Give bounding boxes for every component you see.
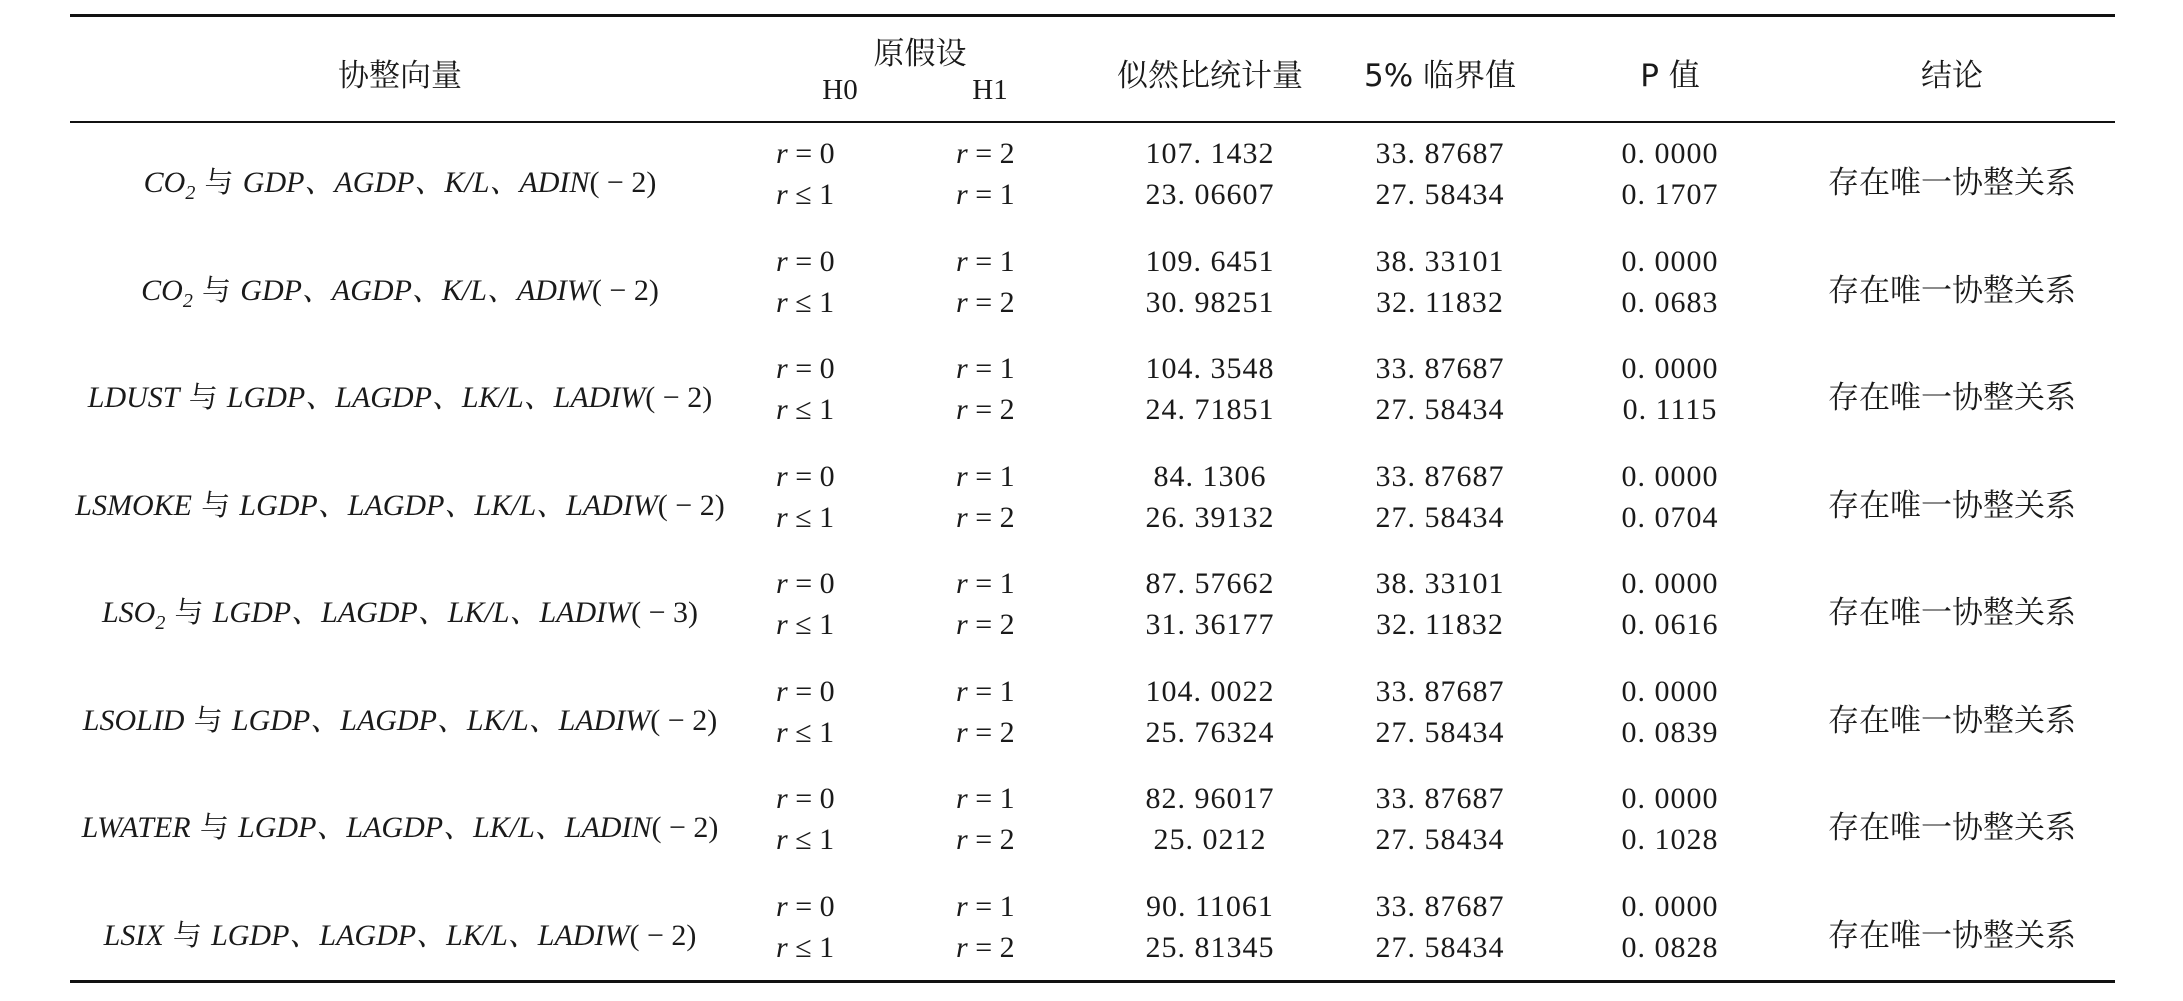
h1-hypothesis: r = 2: [956, 137, 1015, 170]
critical-value: 33. 87687: [1375, 137, 1505, 170]
vector-dependent-var: $CO_2$: [141, 273, 193, 312]
vector-connector: 与: [195, 165, 243, 199]
p-value: 0. 0000: [1621, 782, 1719, 815]
h1-hypothesis: r = 2: [956, 393, 1015, 426]
critical-value: 27. 58434: [1375, 930, 1505, 964]
cointegration-vector: [40, 910, 760, 954]
critical-value: 38. 33101: [1375, 567, 1505, 600]
conclusion: 存在唯一协整关系: [1828, 702, 2076, 739]
h1-hypothesis: r = 1: [956, 674, 1015, 708]
vector-connector: 与: [184, 702, 232, 737]
h0-hypothesis: r = 0: [776, 137, 835, 170]
lr-statistic: 104. 0022: [1145, 674, 1275, 708]
p-value: 0. 0683: [1621, 285, 1719, 319]
cointegration-vector: [40, 372, 760, 416]
table-bottom-rule: [70, 980, 2115, 983]
rank-symbol: r: [956, 715, 968, 749]
rank-symbol: r: [776, 674, 788, 708]
critical-value: 27. 58434: [1375, 393, 1505, 426]
table-header-rule: [70, 121, 2115, 123]
cointegration-vector: [40, 802, 760, 846]
header-vector: 协整向量: [338, 58, 462, 94]
conclusion: 存在唯一协整关系: [1828, 380, 2076, 416]
rank-symbol: r: [776, 823, 788, 856]
h0-hypothesis: r ≤ 1: [776, 393, 835, 426]
vector-subscript: 2: [185, 182, 196, 204]
header-critical-value: 5% 临界值: [1363, 58, 1517, 94]
rank-symbol: r: [956, 674, 968, 708]
h1-hypothesis: r = 1: [956, 889, 1015, 923]
p-value: 0. 0000: [1621, 567, 1719, 600]
lr-statistic: 87. 57662: [1145, 567, 1275, 600]
p-value: 0. 0000: [1621, 674, 1719, 708]
h1-hypothesis: r = 2: [956, 285, 1015, 319]
cointegration-vector: [40, 265, 760, 313]
rank-symbol: r: [776, 244, 788, 278]
vector-regressors: GDP、AGDP、K/L、ADIN: [242, 166, 590, 199]
rank-symbol: r: [776, 352, 788, 385]
conclusion: 存在唯一协整关系: [1828, 272, 2076, 309]
vector-regressors: LGDP、LAGDP、LK/L、LADIW: [226, 381, 646, 414]
header-h0: H0: [822, 74, 858, 106]
rank-symbol: r: [776, 500, 788, 534]
h1-hypothesis: r = 2: [956, 823, 1015, 856]
conclusion: 存在唯一协整关系: [1828, 165, 2076, 201]
lr-statistic: 23. 06607: [1145, 178, 1275, 211]
rank-symbol: r: [956, 285, 968, 319]
vector-lag: ( − 2): [645, 381, 713, 414]
rank-symbol: r: [956, 178, 968, 211]
vector-regressors: LGDP、LAGDP、LK/L、LADIW: [239, 488, 658, 522]
vector-lag: ( − 2): [589, 166, 657, 199]
h0-hypothesis: r = 0: [776, 782, 835, 815]
rank-symbol: r: [956, 459, 968, 493]
rank-symbol: r: [776, 715, 788, 749]
conclusion: 存在唯一协整关系: [1828, 595, 2076, 631]
critical-value: 27. 58434: [1375, 715, 1505, 749]
lr-statistic: 30. 98251: [1145, 285, 1275, 319]
vector-regressors: LGDP、LAGDP、LK/L、LADIW: [212, 596, 632, 629]
vector-dependent-var: LDUST: [87, 381, 180, 414]
rank-symbol: r: [956, 137, 968, 170]
header-lr-statistic: 似然比统计量: [1117, 58, 1303, 94]
vector-lag: ( − 3): [631, 596, 699, 629]
h0-hypothesis: r = 0: [776, 889, 835, 923]
critical-value: 38. 33101: [1375, 244, 1505, 278]
h0-hypothesis: r ≤ 1: [776, 930, 835, 964]
rank-symbol: r: [776, 459, 788, 493]
vector-dependent-var: LWATER: [81, 811, 191, 844]
rank-symbol: r: [776, 137, 788, 170]
h0-hypothesis: r = 0: [776, 352, 835, 385]
h0-hypothesis: r ≤ 1: [776, 285, 835, 319]
header-null-hypothesis: 原假设: [873, 36, 967, 72]
rank-symbol: r: [776, 930, 788, 964]
rank-symbol: r: [956, 823, 968, 856]
p-value: 0. 0000: [1621, 352, 1719, 385]
critical-value: 33. 87687: [1375, 352, 1505, 385]
p-value: 0. 1707: [1621, 178, 1719, 211]
rank-symbol: r: [956, 244, 968, 278]
rank-symbol: r: [956, 500, 968, 534]
lr-statistic: 104. 3548: [1145, 352, 1275, 385]
lr-statistic: 31. 36177: [1145, 608, 1275, 641]
vector-connector: 与: [163, 917, 212, 952]
rank-symbol: r: [776, 285, 788, 319]
lr-statistic: 82. 96017: [1145, 782, 1275, 815]
vector-regressors: LGDP、LAGDP、LK/L、LADIN: [238, 811, 652, 844]
critical-value: 32. 11832: [1376, 285, 1504, 319]
h1-hypothesis: r = 2: [956, 608, 1015, 641]
critical-value: 27. 58434: [1375, 500, 1505, 534]
critical-value: 27. 58434: [1375, 178, 1505, 211]
lr-statistic: 109. 6451: [1145, 244, 1275, 278]
cointegration-vector: [40, 157, 760, 205]
rank-symbol: r: [956, 352, 968, 385]
vector-connector: 与: [179, 380, 227, 414]
conclusion: 存在唯一协整关系: [1828, 810, 2076, 846]
table-top-rule: [70, 14, 2115, 17]
p-value: 0. 0000: [1621, 459, 1719, 493]
h0-hypothesis: r ≤ 1: [776, 715, 835, 749]
rank-symbol: r: [956, 608, 968, 641]
p-value: 0. 0704: [1621, 500, 1719, 534]
h1-hypothesis: r = 1: [956, 567, 1015, 600]
rank-symbol: r: [776, 608, 788, 641]
rank-symbol: r: [956, 889, 968, 923]
vector-dependent-var: $CO_2$: [143, 166, 196, 204]
lr-statistic: 26. 39132: [1145, 500, 1275, 534]
critical-value: 33. 87687: [1375, 674, 1505, 708]
header-conclusion: 结论: [1921, 58, 1983, 94]
p-value: 0. 0000: [1621, 137, 1719, 170]
rank-symbol: r: [956, 567, 968, 600]
rank-symbol: r: [956, 930, 968, 964]
conclusion: 存在唯一协整关系: [1828, 487, 2076, 524]
vector-dependent-var: LSMOKE: [75, 488, 192, 522]
vector-dependent-var: LSOLID: [82, 703, 185, 737]
vector-subscript: 2: [182, 289, 193, 312]
critical-value: 32. 11832: [1376, 608, 1504, 641]
h1-hypothesis: r = 1: [956, 459, 1015, 493]
lr-statistic: 90. 11061: [1146, 889, 1274, 923]
vector-dependent-var: LSIX: [103, 918, 164, 952]
header-h1: H1: [972, 74, 1008, 106]
h1-hypothesis: r = 2: [956, 500, 1015, 534]
vector-subscript: 2: [155, 612, 166, 634]
lr-statistic: 107. 1432: [1145, 137, 1275, 170]
cointegration-vector: [40, 695, 760, 739]
lr-statistic: 25. 81345: [1145, 930, 1275, 964]
h1-hypothesis: r = 1: [956, 178, 1015, 211]
p-value: 0. 0000: [1621, 244, 1719, 278]
rank-symbol: r: [956, 393, 968, 426]
vector-connector: 与: [190, 810, 239, 844]
p-value: 0. 0000: [1621, 889, 1719, 923]
h0-hypothesis: r ≤ 1: [776, 608, 835, 641]
critical-value: 33. 87687: [1375, 459, 1505, 493]
p-value: 0. 0616: [1621, 608, 1719, 641]
h1-hypothesis: r = 1: [956, 782, 1015, 815]
critical-value: 33. 87687: [1375, 889, 1505, 923]
rank-symbol: r: [776, 178, 788, 211]
conclusion: 存在唯一协整关系: [1828, 917, 2076, 954]
p-value: 0. 1115: [1622, 393, 1718, 426]
critical-value: 27. 58434: [1375, 823, 1505, 856]
h1-hypothesis: r = 2: [956, 930, 1015, 964]
vector-lag: ( − 2): [591, 273, 659, 307]
p-value: 0. 0828: [1621, 930, 1719, 964]
vector-connector: 与: [165, 595, 213, 629]
rank-symbol: r: [776, 567, 788, 600]
vector-dependent-var: $LSO_2$: [101, 596, 166, 634]
rank-symbol: r: [776, 889, 788, 923]
vector-regressors: LGDP、LAGDP、LK/L、LADIW: [231, 703, 651, 737]
vector-lag: ( − 2): [629, 918, 697, 952]
lr-statistic: 24. 71851: [1145, 393, 1275, 426]
vector-regressors: GDP、AGDP、K/L、ADIW: [240, 273, 592, 307]
h0-hypothesis: r = 0: [776, 459, 835, 493]
p-value: 0. 1028: [1621, 823, 1719, 856]
h0-hypothesis: r = 0: [776, 674, 835, 708]
lr-statistic: 25. 76324: [1145, 715, 1275, 749]
h1-hypothesis: r = 1: [956, 352, 1015, 385]
header-p-value: P 值: [1640, 58, 1700, 94]
h0-hypothesis: r = 0: [776, 567, 835, 600]
lr-statistic: 25. 0212: [1153, 823, 1267, 856]
cointegration-vector: [40, 587, 760, 635]
vector-lag: ( − 2): [651, 811, 719, 844]
vector-lag: ( − 2): [650, 703, 718, 737]
vector-regressors: LGDP、LAGDP、LK/L、LADIW: [211, 918, 630, 952]
rank-symbol: r: [776, 782, 788, 815]
critical-value: 33. 87687: [1375, 782, 1505, 815]
vector-lag: ( − 2): [657, 488, 725, 522]
h1-hypothesis: r = 1: [956, 244, 1015, 278]
cointegration-vector: [40, 480, 760, 524]
p-value: 0. 0839: [1621, 715, 1719, 749]
h1-hypothesis: r = 2: [956, 715, 1015, 749]
vector-connector: 与: [191, 487, 240, 522]
lr-statistic: 84. 1306: [1153, 459, 1267, 493]
h0-hypothesis: r ≤ 1: [776, 178, 835, 211]
h0-hypothesis: r ≤ 1: [776, 500, 835, 534]
h0-hypothesis: r = 0: [776, 244, 835, 278]
vector-connector: 与: [192, 272, 241, 307]
rank-symbol: r: [956, 782, 968, 815]
h0-hypothesis: r ≤ 1: [776, 823, 835, 856]
rank-symbol: r: [776, 393, 788, 426]
